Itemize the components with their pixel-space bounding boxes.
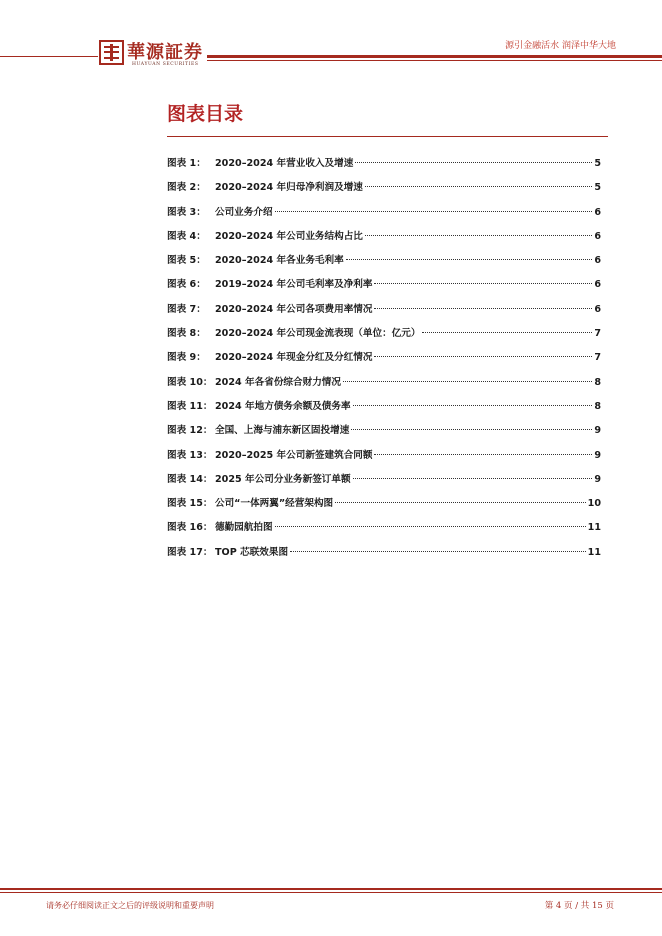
toc-entry-page: 8 bbox=[594, 400, 601, 412]
toc-leader-dots bbox=[290, 539, 586, 552]
toc-leader-dots bbox=[422, 320, 592, 333]
header-divider-left bbox=[0, 56, 98, 57]
toc-entry-page: 6 bbox=[594, 206, 601, 218]
brand-name-en: HUAYUAN SECURITIES bbox=[132, 62, 199, 67]
toc-entry-page: 9 bbox=[594, 473, 601, 485]
footer-disclaimer: 请务必仔细阅读正文之后的评级说明和重要声明 bbox=[46, 901, 214, 910]
toc-leader-dots bbox=[365, 223, 592, 236]
toc-entry-title: 2019–2024 年公司毛利率及净利率 bbox=[215, 279, 373, 291]
toc-leader-dots bbox=[353, 466, 593, 479]
toc-entry-page: 11 bbox=[587, 546, 601, 558]
toc-entry-number: 图表 3： bbox=[167, 206, 206, 218]
toc-entry-page: 7 bbox=[594, 328, 601, 340]
toc-entry-number: 图表 7： bbox=[167, 303, 206, 315]
toc-entry-title: 2020–2024 年归母净利润及增速 bbox=[215, 182, 363, 194]
toc-leader-dots bbox=[351, 417, 592, 430]
toc-leader-dots bbox=[275, 514, 586, 527]
toc-entry-page: 9 bbox=[594, 425, 601, 437]
header-divider-right-thin bbox=[207, 60, 662, 61]
toc-entry-title: 2020–2024 年营业收入及增速 bbox=[215, 158, 354, 169]
toc-leader-dots bbox=[365, 174, 592, 187]
toc-entry-page: 11 bbox=[587, 522, 601, 534]
figure-toc-list bbox=[167, 153, 601, 566]
brand-logo-icon bbox=[99, 40, 124, 65]
toc-entry-title: 2024 年各省份综合财力情况 bbox=[215, 376, 341, 388]
toc-entry-page: 6 bbox=[594, 230, 601, 242]
toc-entry-title: 公司“一体两翼”经营架构图 bbox=[215, 498, 334, 510]
toc-leader-dots bbox=[346, 247, 593, 260]
toc-entry-page: 6 bbox=[594, 303, 601, 315]
toc-leader-dots bbox=[374, 344, 592, 357]
toc-entry-number: 图表 2： bbox=[167, 182, 206, 194]
page-number: 第 4 页 / 共 15 页 bbox=[544, 901, 614, 911]
page-title: 图表目录 bbox=[167, 103, 244, 125]
toc-entry-number: 图表 8： bbox=[167, 328, 206, 340]
toc-entry-number: 图表 4： bbox=[167, 230, 206, 242]
toc-entry-number: 图表 5： bbox=[167, 255, 206, 267]
toc-entry-title: 2020–2024 年公司现金流表现（单位：亿元） bbox=[215, 328, 421, 340]
toc-entry-title: 2024 年地方债务余额及债务率 bbox=[215, 400, 351, 412]
toc-entry-number: 图表 16： bbox=[167, 522, 213, 534]
toc-entry-title: 2020–2024 年公司各项费用率情况 bbox=[215, 303, 373, 315]
toc-entry-number: 图表 10： bbox=[167, 376, 213, 388]
footer-divider-thin bbox=[0, 892, 662, 893]
toc-entry-number: 图表 15： bbox=[167, 498, 213, 510]
toc-entry-number: 图表 14： bbox=[167, 473, 213, 485]
toc-entry-number: 图表 9： bbox=[167, 352, 206, 364]
toc-entry-title: TOP 芯联效果图 bbox=[215, 546, 289, 558]
toc-entry-page: 10 bbox=[587, 498, 601, 510]
toc-leader-dots bbox=[374, 296, 592, 309]
toc-entry-number: 图表 6： bbox=[167, 279, 206, 291]
header-slogan: 源引金融活水 润泽中华大地 bbox=[505, 41, 616, 51]
toc-entry-number: 图表 1： bbox=[167, 158, 206, 169]
toc-entry-title: 公司业务介绍 bbox=[215, 206, 273, 218]
toc-entry-page: 5 bbox=[594, 158, 601, 169]
toc-entry-title: 德勤园航拍图 bbox=[215, 522, 273, 534]
toc-entry-page: 5 bbox=[594, 182, 601, 194]
toc-entry-title: 2020–2024 年公司业务结构占比 bbox=[215, 230, 363, 242]
toc-entry-title: 2025 年公司分业务新签订单额 bbox=[215, 473, 351, 485]
toc-leader-dots bbox=[374, 442, 592, 455]
toc-entry-number: 图表 11： bbox=[167, 400, 213, 412]
toc-entry-number: 图表 13： bbox=[167, 449, 213, 461]
toc-leader-dots bbox=[353, 393, 593, 406]
title-divider bbox=[167, 136, 608, 137]
toc-entry-title: 2020–2024 年现金分红及分红情况 bbox=[215, 352, 373, 364]
toc-entry[interactable] bbox=[167, 542, 601, 566]
toc-leader-dots bbox=[355, 150, 592, 163]
toc-entry-page: 8 bbox=[594, 376, 601, 388]
toc-entry-page: 6 bbox=[594, 255, 601, 267]
toc-entry-title: 2020–2025 年公司新签建筑合同额 bbox=[215, 449, 373, 461]
toc-entry-page: 9 bbox=[594, 449, 601, 461]
toc-leader-dots bbox=[343, 369, 592, 382]
toc-entry-number: 图表 17： bbox=[167, 546, 213, 558]
toc-leader-dots bbox=[335, 490, 585, 503]
toc-leader-dots bbox=[275, 199, 593, 212]
header-divider-right bbox=[207, 55, 662, 58]
toc-entry-page: 6 bbox=[594, 279, 601, 291]
toc-entry-number: 图表 12： bbox=[167, 425, 213, 437]
toc-entry-title: 2020–2024 年各业务毛利率 bbox=[215, 255, 344, 267]
brand-name: 華源証券 bbox=[127, 42, 203, 63]
footer-divider bbox=[0, 888, 662, 890]
page-header bbox=[0, 0, 662, 70]
toc-entry-page: 7 bbox=[594, 352, 601, 364]
toc-entry-title: 全国、上海与浦东新区固投增速 bbox=[215, 425, 350, 437]
toc-leader-dots bbox=[374, 271, 592, 284]
